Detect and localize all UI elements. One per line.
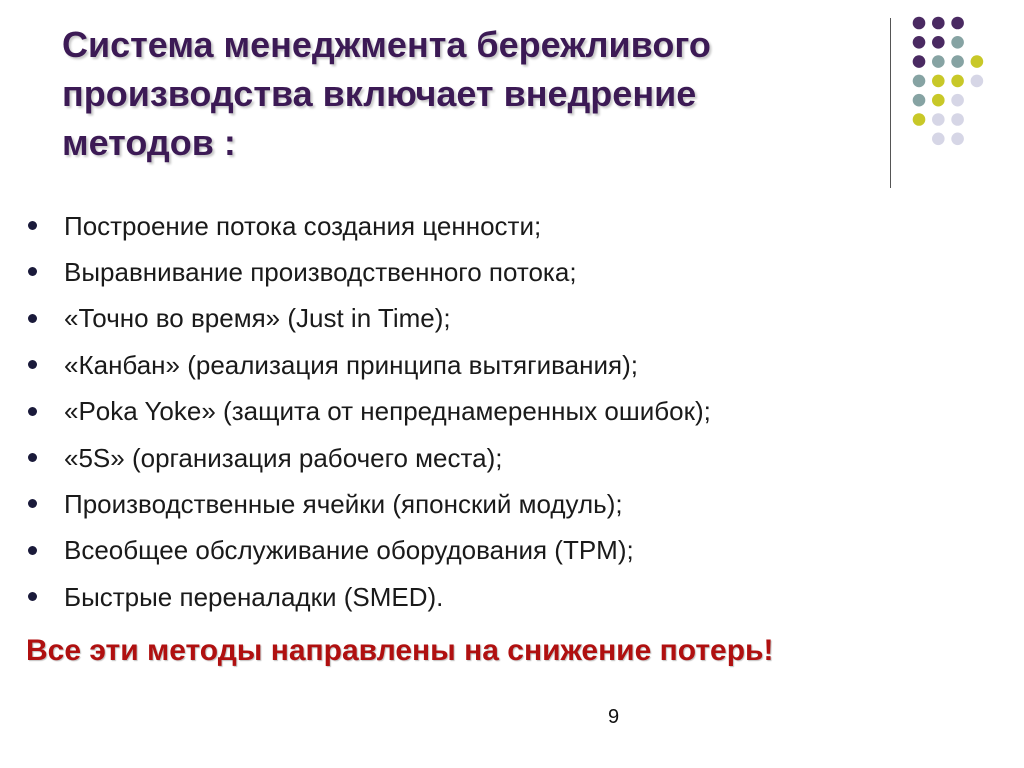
bullet-icon xyxy=(28,360,37,369)
method-text: «Канбан» (реализация принципа вытягивания); xyxy=(64,349,638,380)
list-item xyxy=(28,342,711,388)
bullet-icon xyxy=(28,407,37,416)
list-item xyxy=(28,203,711,249)
method-text: «5S» (организация рабочего места); xyxy=(64,442,503,473)
bullet-icon xyxy=(28,314,37,323)
decor-dot xyxy=(932,94,945,107)
list-item xyxy=(28,435,711,481)
decor-dot xyxy=(932,36,945,49)
decor-dot xyxy=(971,55,984,68)
decor-dot xyxy=(932,133,945,146)
decor-dot xyxy=(913,17,926,30)
decor-dot xyxy=(951,113,964,126)
decor-dot xyxy=(913,94,926,107)
bullet-icon xyxy=(28,499,37,508)
decor-dot xyxy=(951,133,964,146)
bullet-icon xyxy=(28,267,37,276)
decor-dot xyxy=(932,113,945,126)
decor-dot xyxy=(932,75,945,88)
decor-dot xyxy=(951,36,964,49)
page-number: 9 xyxy=(608,706,620,728)
decor-dot xyxy=(951,75,964,88)
decor-dot xyxy=(951,94,964,107)
decor-dot xyxy=(951,17,964,30)
method-text: «Poka Yoke» (защита от непреднамеренных ошибок); xyxy=(64,396,711,427)
bullet-icon xyxy=(28,592,37,601)
decor-dot xyxy=(913,113,926,126)
list-item xyxy=(28,481,711,527)
method-text: Быстрые переналадки (SMED). xyxy=(64,581,444,612)
title-divider xyxy=(890,18,891,188)
decor-dot xyxy=(971,75,984,88)
slide-title: Система менеджмента бережливого производства включает внедрение методов : xyxy=(62,24,711,163)
decor-dot xyxy=(913,55,926,68)
method-text: Всеобщее обслуживание оборудования (TPM); xyxy=(64,535,634,566)
bullet-icon xyxy=(28,453,37,462)
bullet-icon xyxy=(28,546,37,555)
decor-dot xyxy=(913,36,926,49)
method-text: Производственные ячейки (японский модуль); xyxy=(64,489,623,520)
list-item xyxy=(28,389,711,435)
list-item xyxy=(28,296,711,342)
method-text: Выравнивание производственного потока; xyxy=(64,257,577,288)
list-item xyxy=(28,574,711,620)
bullet-icon xyxy=(28,221,37,230)
conclusion-text: Все эти методы направлены на снижение потерь! xyxy=(26,634,774,667)
list-item xyxy=(28,249,711,295)
decor-dot xyxy=(932,17,945,30)
method-text: Построение потока создания ценности; xyxy=(64,210,542,241)
method-text: «Точно во время» (Just in Time); xyxy=(64,303,451,334)
list-item xyxy=(28,528,711,574)
decor-dot xyxy=(951,55,964,68)
methods-list xyxy=(28,203,711,621)
decor-dot xyxy=(932,55,945,68)
decor-dot xyxy=(913,75,926,88)
